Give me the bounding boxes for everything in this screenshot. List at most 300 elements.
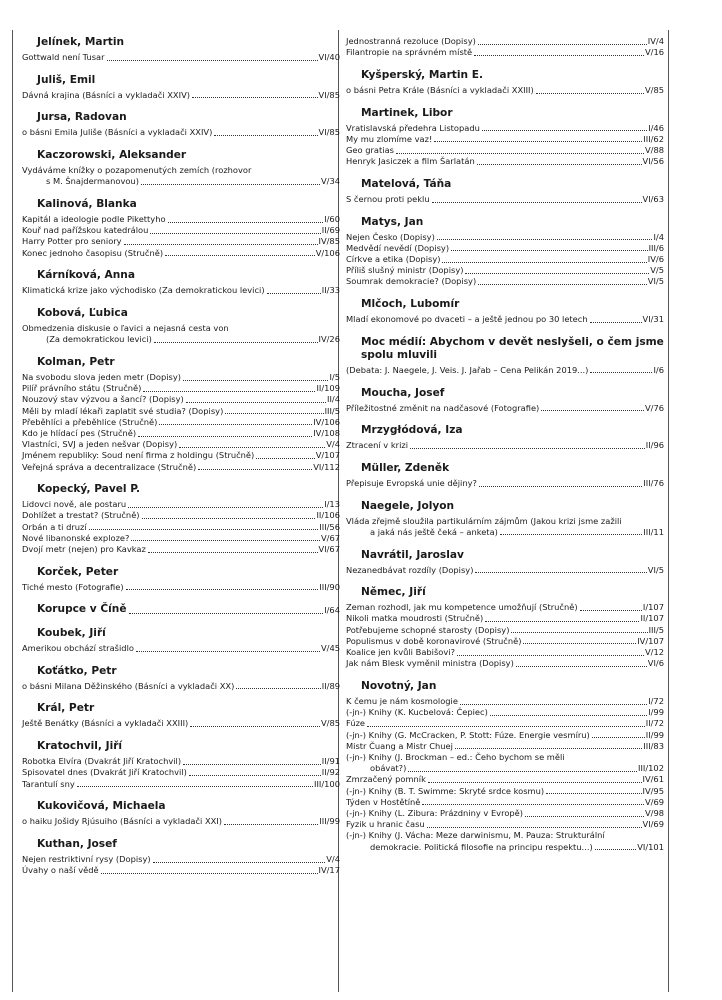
dot-leader	[179, 447, 325, 448]
index-entry	[22, 383, 340, 394]
page-reference: II/99	[645, 729, 664, 740]
author-section	[346, 500, 664, 538]
author-section	[22, 36, 340, 63]
entry-title: Příležitostné změnit na nadčasové (Fotografie)	[346, 402, 540, 413]
entry-title: Gottwald není Tusar	[22, 52, 105, 62]
index-entry	[346, 254, 664, 265]
dot-leader	[474, 55, 644, 56]
dot-leader	[511, 632, 647, 633]
entry-title: K čemu je nám kosmologie	[346, 695, 458, 706]
entry-title: Nové libanonské exploze?	[22, 532, 130, 543]
page-reference: III/6	[648, 242, 664, 253]
author-name: Navrátil, Jaroslav	[361, 548, 464, 561]
entry-title: Dvojí metr (nejen) pro Kavkaz	[22, 544, 146, 555]
index-entry	[22, 499, 340, 510]
left-border-rule	[12, 30, 13, 992]
dot-leader	[546, 793, 641, 794]
dot-leader	[485, 621, 639, 622]
author-name: Kárníková, Anna	[37, 269, 135, 282]
index-entry	[346, 123, 664, 134]
author-section	[22, 483, 340, 555]
entry-title: Robotka Elvíra (Dvakrát Jiří Kratochvil)	[22, 756, 182, 767]
index-entry	[22, 643, 340, 654]
index-entry	[22, 127, 340, 138]
index-entry	[22, 394, 340, 405]
dot-leader	[595, 849, 637, 850]
dot-leader	[442, 262, 646, 263]
dot-leader	[77, 786, 313, 787]
page-reference: V/45	[320, 642, 340, 653]
author-section	[346, 216, 664, 288]
index-entry	[22, 533, 340, 544]
entry-title-continuation: (Za demokratickou levici)	[46, 334, 152, 345]
entry-title-line: Vydáváme knížky o pozapomenutých zemích (rozhovor	[22, 165, 252, 176]
entry-title: Spisovatel dnes (Dvakrát Jiří Kratochvil)	[22, 767, 187, 778]
dot-leader	[592, 737, 645, 738]
author-name: Matelová, Táňa	[361, 177, 452, 190]
entry-title: My mu zlomíme vaz!	[346, 133, 433, 144]
page-reference: VI/31	[642, 314, 664, 325]
entry-title-continuation: demokracie. Politická filosofie na principu respektu...)	[370, 841, 593, 852]
dot-leader	[434, 141, 642, 142]
entry-title: o básni Emila Juliše (Básníci a vykladači XXIV)	[22, 127, 213, 138]
author-name: Koťátko, Petr	[37, 664, 117, 677]
author-name: Moucha, Josef	[361, 386, 445, 399]
entry-title: S černou proti peklu	[346, 193, 430, 204]
author-name: Němec, Jiří	[361, 586, 426, 599]
entry-title: Geo gratias	[346, 145, 394, 156]
page-reference: III/99	[319, 816, 340, 827]
entry-title-line: (-jn-) Knihy (J. Vácha: Meze darwinismu, M. Pauza: Strukturální	[346, 830, 605, 841]
entry-title: Dohlížet a trestat? (Stručně)	[22, 510, 140, 521]
entry-title: Jménem republiky: Soud není firma z holdingu (Stručně)	[22, 450, 255, 461]
dot-leader	[396, 153, 644, 154]
author-name: Moc médií: Abychom v devět neslyšeli, o čem jsme spolu mluvili	[361, 335, 664, 361]
dot-leader	[482, 130, 647, 131]
dot-leader	[141, 184, 320, 185]
entry-title: Dávná krajina (Básníci a vykladači XXIV)	[22, 89, 190, 100]
entry-title: Filantropie na správném místě	[346, 47, 473, 58]
dot-leader	[541, 410, 644, 411]
index-entry	[346, 516, 664, 538]
dot-leader	[479, 486, 642, 487]
page-reference: V/69	[644, 796, 664, 807]
author-section	[22, 269, 340, 296]
entry-title: Medvědí nevědí (Dopisy)	[346, 242, 450, 253]
index-entry	[22, 323, 340, 345]
index-entry	[346, 565, 664, 576]
index-entry	[346, 696, 664, 707]
author-section	[22, 198, 340, 259]
page-reference: VI/6	[647, 658, 664, 669]
entry-title: Henryk Jasiczek a film Šarlatán	[346, 156, 475, 167]
entry-title: Přepisuje Evropská unie dějiny?	[346, 477, 477, 488]
index-entry	[22, 718, 340, 729]
dot-leader	[428, 782, 642, 783]
dot-leader	[437, 239, 653, 240]
dot-leader	[455, 748, 642, 749]
index-entry	[22, 214, 340, 225]
index-entry	[346, 440, 664, 451]
page-reference: II/89	[321, 680, 340, 691]
entry-title: Lidovci nově, ale postaru	[22, 499, 127, 510]
author-section	[22, 665, 340, 692]
author-section	[22, 111, 340, 138]
index-entry	[22, 52, 340, 63]
index-entry	[346, 718, 664, 729]
page-reference: III/62	[643, 133, 664, 144]
dot-leader	[590, 372, 652, 373]
dot-leader	[131, 540, 320, 541]
author-section	[22, 603, 340, 616]
index-entry	[22, 90, 340, 101]
dot-leader	[224, 824, 318, 825]
dot-leader	[475, 572, 646, 573]
dot-leader	[427, 827, 642, 828]
dot-leader	[478, 284, 647, 285]
dot-leader	[523, 643, 636, 644]
index-column-left	[22, 36, 340, 887]
index-entry	[346, 85, 664, 96]
index-entry	[346, 797, 664, 808]
index-entry	[346, 707, 664, 718]
page-reference: VI/40	[318, 52, 340, 62]
index-entry	[22, 462, 340, 473]
author-section	[346, 424, 664, 451]
page-reference: I/13	[324, 499, 340, 510]
index-entry	[22, 406, 340, 417]
page-reference: VI/5	[647, 276, 664, 287]
dot-leader	[89, 529, 319, 530]
page-reference: IV/6	[647, 254, 664, 265]
dot-leader	[451, 250, 647, 251]
index-entry	[22, 510, 340, 521]
dot-leader	[183, 764, 321, 765]
page-reference: IV/95	[642, 785, 664, 796]
index-entry	[22, 225, 340, 236]
index-entry	[22, 767, 340, 778]
page-reference: I/60	[324, 214, 340, 225]
page-reference: IV/26	[318, 334, 340, 345]
page-reference: III/102	[638, 763, 664, 774]
author-name: Jursa, Radovan	[37, 111, 127, 124]
entry-title: Tiché mesto (Fotografie)	[22, 581, 124, 592]
dot-leader	[186, 402, 326, 403]
dot-leader	[432, 202, 642, 203]
entry-title-continuation: s M. Šnajdermanovou)	[46, 176, 139, 187]
page-reference: I/5	[329, 371, 340, 382]
dot-leader	[126, 589, 319, 590]
entry-title: (-jn-) Knihy (B. T. Swimme: Skryté srdce kosmu)	[346, 785, 545, 796]
author-section	[22, 702, 340, 729]
author-name: Jelínek, Martin	[37, 36, 125, 48]
entry-title: Populismus v době koronavirové (Stručně)	[346, 635, 522, 646]
dot-leader	[142, 518, 316, 519]
dot-leader	[101, 873, 318, 874]
author-section	[346, 69, 664, 96]
page-reference: V/76	[644, 402, 664, 413]
page-reference: IV/17	[318, 865, 340, 876]
page-reference: V/67	[320, 532, 340, 543]
author-section	[346, 178, 664, 205]
entry-title: Mistr Čuang a Mistr Chuej	[346, 740, 453, 751]
author-name: Korček, Peter	[37, 565, 119, 578]
page-reference: I/46	[648, 122, 664, 133]
index-entry	[346, 232, 664, 243]
page-reference: III/76	[643, 477, 664, 488]
index-entry	[346, 134, 664, 145]
index-entry	[22, 681, 340, 692]
page-reference: III/5	[324, 405, 340, 416]
index-entry	[346, 145, 664, 156]
index-entry	[346, 647, 664, 658]
author-section	[346, 549, 664, 576]
page-reference: V/16	[644, 47, 664, 58]
author-section	[346, 336, 664, 376]
index-entry	[346, 156, 664, 167]
entry-title: Potřebujeme schopné starosty (Dopisy)	[346, 624, 510, 635]
entry-title: Tarantulí sny	[22, 778, 75, 789]
entry-title-line: Obmedzenia diskusie o ľavici a nejasná cesta von	[22, 323, 229, 334]
dot-leader	[128, 507, 323, 508]
entry-title: Orbán a ti druzí	[22, 521, 87, 532]
author-section	[22, 307, 340, 345]
entry-title: Veřejná správa a decentralizace (Stručně)	[22, 461, 197, 472]
index-entry	[346, 194, 664, 205]
index-entry	[346, 730, 664, 741]
page-reference: II/4	[327, 394, 340, 405]
right-border-rule	[668, 30, 669, 992]
index-entry	[22, 779, 340, 790]
dot-leader	[165, 255, 315, 256]
author-name: Matys, Jan	[361, 215, 424, 228]
dot-leader	[168, 222, 324, 223]
author-name: Kukovičová, Michaela	[37, 800, 166, 813]
entry-title: Jak nám Blesk vyměnil ministra (Dopisy)	[346, 658, 514, 669]
dot-leader	[367, 726, 645, 727]
dot-leader	[129, 613, 324, 614]
dot-leader	[580, 610, 642, 611]
page-reference: VI/112	[313, 461, 340, 472]
page-reference: IV/106	[313, 416, 340, 427]
page-reference: II/69	[321, 225, 340, 236]
index-entry	[346, 625, 664, 636]
entry-title: (Debata: J. Naegele, J. Veis. J. Jařab – Cena Pelikán 2019...)	[346, 364, 589, 375]
page-reference: II/92	[321, 767, 340, 778]
page-reference: II/107	[640, 613, 664, 624]
entry-title: Klimatická krize jako východisko (Za demokratickou levici)	[22, 285, 265, 296]
entry-title: Přeběhlíci a přeběhlice (Stručně)	[22, 416, 158, 427]
index-entry	[346, 276, 664, 287]
entry-title: o básni Milana Děžinského (Básníci a vykladači XX)	[22, 680, 235, 691]
index-entry	[346, 36, 664, 47]
page-reference: V/106	[315, 247, 340, 258]
index-entry	[22, 450, 340, 461]
dot-leader	[477, 164, 642, 165]
author-name: Müller, Zdeněk	[361, 461, 450, 474]
dot-leader	[148, 552, 318, 553]
entry-title: Týden v Hostětíně	[346, 796, 421, 807]
author-name: Korupce v Číně	[37, 603, 127, 616]
entry-title-continuation: obávat?)	[370, 763, 407, 774]
entry-title: Fyzik u hranic času	[346, 819, 425, 830]
author-name: Mlčoch, Lubomír	[361, 298, 460, 311]
entry-title: Kouř nad pařížskou katedrálou	[22, 225, 149, 236]
entry-title: Kdo je hlídací pes (Stručně)	[22, 427, 137, 438]
author-name: Kobová, Ľubica	[37, 307, 128, 320]
entry-title: Jednostranná rezoluce (Dopisy)	[346, 36, 476, 46]
dot-leader	[408, 771, 637, 772]
dot-leader	[107, 60, 318, 61]
author-section	[346, 462, 664, 489]
author-section	[22, 800, 340, 827]
entry-title-line: (-jn-) Knihy (J. Brockman – ed.: Čeho bychom se měli	[346, 752, 565, 762]
page-reference: I/99	[648, 707, 664, 718]
page-reference: V/85	[320, 718, 340, 729]
index-entry	[346, 314, 664, 325]
entry-title: Nouzový stav výzvou a šancí? (Dopisy)	[22, 394, 184, 405]
dot-leader	[143, 391, 315, 392]
entry-title	[22, 165, 340, 187]
index-entry	[22, 582, 340, 593]
entry-title	[346, 830, 664, 852]
page-reference: V/88	[644, 145, 664, 156]
entry-title: (-jn-) Knihy (K. Kucbelová: Čepiec)	[346, 707, 488, 718]
entry-title: Konec jednoho časopisu (Stručně)	[22, 247, 164, 258]
page-reference: V/107	[315, 450, 340, 461]
author-section	[346, 36, 664, 58]
author-section	[22, 627, 340, 654]
entry-title: o haiku Jošidy Rjúsuiho (Básníci a vykladači XXI)	[22, 816, 223, 827]
index-entry	[346, 636, 664, 647]
author-section	[346, 680, 664, 853]
page-reference: II/106	[316, 510, 340, 521]
entry-title-continuation: a jaká nás ještě čeká – anketa)	[370, 526, 498, 537]
index-entry	[346, 478, 664, 489]
index-entry	[346, 403, 664, 414]
index-entry	[22, 428, 340, 439]
entry-title: Nikoli matka moudrosti (Stručně)	[346, 613, 484, 624]
dot-leader	[525, 816, 644, 817]
page-reference: III/11	[643, 526, 664, 537]
index-entry	[22, 522, 340, 533]
dot-leader	[198, 469, 312, 470]
page-reference: IV/85	[318, 236, 340, 247]
entry-title: Církve a etika (Dopisy)	[346, 254, 441, 265]
page-reference: VI/85	[318, 89, 340, 100]
page-reference: III/83	[643, 740, 664, 751]
dot-leader	[256, 458, 314, 459]
entry-title: Ztracení v krizi	[346, 440, 409, 451]
index-entry	[346, 365, 664, 376]
entry-title	[346, 516, 664, 538]
index-entry	[22, 865, 340, 876]
page-reference: VI/67	[318, 544, 340, 555]
page-reference: V/12	[644, 647, 664, 658]
dot-leader	[136, 651, 320, 652]
page-reference: VI/69	[642, 819, 664, 830]
author-name: Král, Petr	[37, 702, 95, 715]
page-reference: VI/101	[637, 841, 664, 852]
entry-title: Vlastníci, SVJ a jeden nešvar (Dopisy)	[22, 439, 178, 450]
entry-title: (-jn-) Knihy (L. Zibura: Prázdniny v Evropě)	[346, 808, 524, 819]
dot-leader	[465, 273, 649, 274]
entry-title: Příliš slušný ministr (Dopisy)	[346, 265, 464, 276]
index-entry	[346, 819, 664, 830]
dot-leader	[192, 97, 318, 98]
index-entry	[346, 830, 664, 852]
dot-leader	[190, 726, 320, 727]
page-reference: I/72	[648, 695, 664, 706]
entry-title: Zeman rozhodl, jak mu kompetence umožňují (Stručně)	[346, 602, 578, 613]
entry-title-line: Vláda zřejmě sloužila partikulárním zájmům (Jakou krizi jsme zažili	[346, 515, 622, 526]
author-section	[22, 74, 340, 101]
dot-leader	[183, 380, 328, 381]
author-name: Kalinová, Blanka	[37, 198, 137, 211]
page-reference: II/33	[321, 285, 340, 296]
author-name: Naegele, Jolyon	[361, 499, 455, 512]
dot-leader	[189, 775, 321, 776]
author-section	[346, 586, 664, 669]
index-entry	[346, 602, 664, 613]
entry-title: Nejen restriktivní rysy (Dopisy)	[22, 853, 151, 864]
author-section	[22, 740, 340, 790]
entry-title: (-jn-) Knihy (G. McCracken, P. Stott: Fúze. Energie vesmíru)	[346, 729, 590, 740]
dot-leader	[124, 244, 318, 245]
index-entry	[346, 786, 664, 797]
author-name: Koubek, Jiří	[37, 626, 106, 639]
page-reference: V/98	[644, 808, 664, 819]
page-reference: III/100	[314, 778, 340, 789]
page-reference: VI/5	[647, 564, 664, 575]
index-entry	[346, 243, 664, 254]
index-entry	[346, 265, 664, 276]
entry-title: Pilíř právního státu (Stručně)	[22, 383, 142, 394]
author-section	[346, 387, 664, 414]
entry-title: Měli by mladí lékaři zaplatit své studia? (Dopisy)	[22, 405, 224, 416]
author-name: Kaczorowski, Aleksander	[37, 149, 187, 162]
dot-leader	[214, 135, 317, 136]
page-reference: V/4	[326, 439, 340, 450]
dot-leader	[267, 293, 321, 294]
index-entry	[22, 372, 340, 383]
author-name: Juliš, Emil	[37, 73, 96, 86]
dot-leader	[138, 436, 312, 437]
dot-leader	[460, 704, 647, 705]
author-name: Kyšperský, Martin E.	[361, 68, 483, 81]
author-name: Mrzygłódová, Iza	[361, 424, 463, 437]
page-reference: II/96	[645, 440, 664, 451]
page-reference: I/107	[642, 602, 664, 613]
index-entry	[22, 854, 340, 865]
dot-leader	[516, 666, 647, 667]
dot-leader	[236, 688, 320, 689]
entry-title: Úvahy o naší vědě	[22, 865, 99, 876]
index-column-right	[346, 36, 664, 863]
page-reference: VI/63	[642, 193, 664, 204]
dot-leader	[150, 233, 320, 234]
dot-leader	[153, 862, 326, 863]
entry-title: Mladí ekonomové po dvaceti – a ještě jednou po 30 letech	[346, 314, 588, 325]
page-reference: I/4	[653, 231, 664, 242]
index-entry	[22, 248, 340, 259]
index-entry	[346, 47, 664, 58]
page-reference: III/90	[319, 581, 340, 592]
dot-leader	[225, 413, 323, 414]
entry-title: o básni Petra Krále (Básníci a vykladači XXIII)	[346, 84, 534, 95]
entry-title: Nejen Česko (Dopisy)	[346, 231, 435, 242]
author-section	[22, 838, 340, 876]
